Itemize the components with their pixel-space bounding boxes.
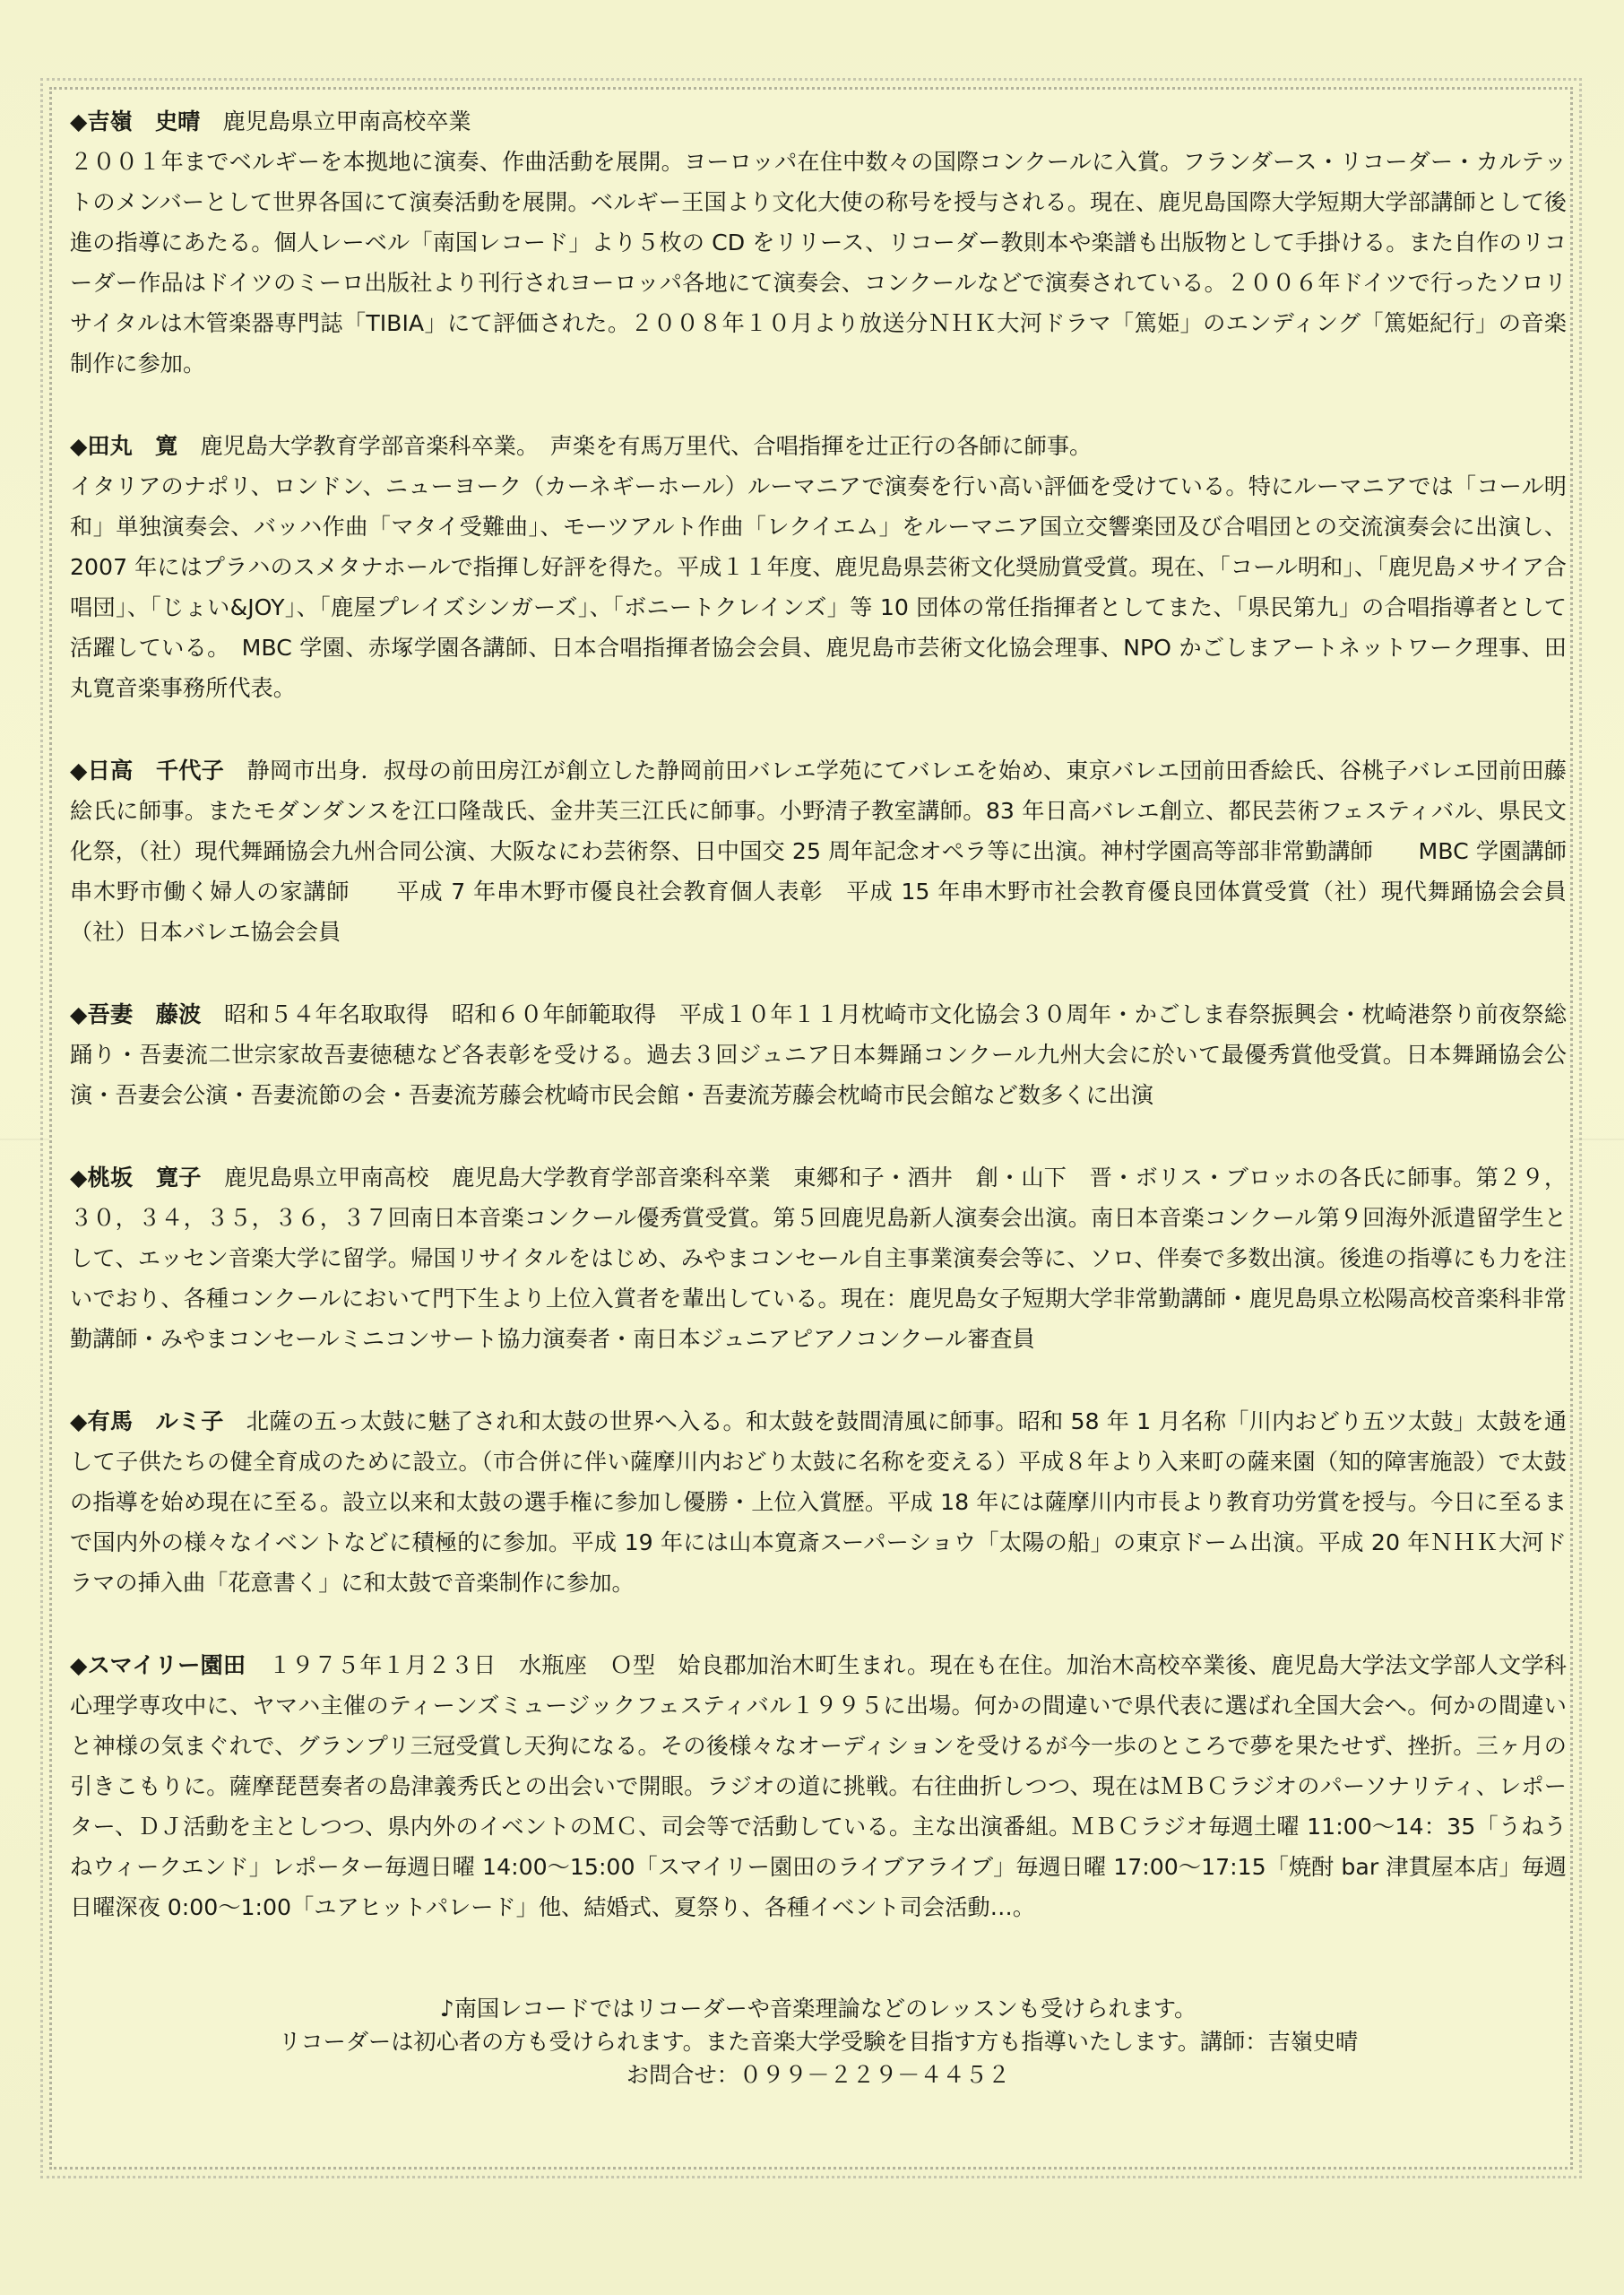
bio-name: 田丸 寛 xyxy=(87,433,178,459)
notice-line-2: リコーダーは初心者の方も受けられます。また音楽大学受験を目指す方も指導いたします。講師：吉嶺史晴 xyxy=(278,2029,1359,2055)
bio-body: 静岡市出身．叔母の前田房江が創立した静岡前田バレエ学苑にてバレエを始め、東京バレエ団前田香絵氏、谷桃子バレエ団前田藤絵氏に師事。またモダンダンスを江口隆哉氏、金井芙三江氏に師事。小野清子教室講師。83 年日高バレエ創立、都民芸術フェスティバル、県民文化祭，（社）現代舞踊協会九州合同公演、大阪なにわ芸術祭、日中国交 25 周年記念オペラ等に出演。神村学園高等部非常勤講師 MBC 学園講師 串木野市働く婦人の家講師 平成 7 年串木野市優良社会教育個人表彰 平成 15 年串木野市社会教育優良団体賞受賞（社）現代舞踊協会会員 （社）日本バレエ協会会員 xyxy=(70,758,1612,945)
lesson-notice xyxy=(70,1992,1567,2091)
bio-arima xyxy=(70,1401,1567,1603)
bio-marker: ◆ xyxy=(70,108,88,134)
bio-marker: ◆ xyxy=(70,1165,88,1191)
bio-name: 吉嶺 史晴 xyxy=(87,108,201,134)
bio-name: 吾妻 藤波 xyxy=(87,1001,202,1027)
bio-marker: ◆ xyxy=(70,758,88,784)
bio-body: 昭和５４年名取取得 昭和６０年師範取得 平成１０年１１月枕崎市文化協会３０周年・かごしま春祭振興会・枕崎港祭り前夜祭総踊り・吾妻流二世宗家故吾妻徳穂など各表彰を受ける。過去３回ジュニア日本舞踊コンクール九州大会に於いて最優秀賞他受賞。日本舞踊協会公演・吾妻会公演・吾妻流節の会・吾妻流芳藤会枕崎市民会館・吾妻流芳藤会枕崎市民会館など数多くに出演 xyxy=(70,1001,1568,1108)
bio-hidaka xyxy=(70,750,1612,952)
bio-tamaru xyxy=(70,426,1567,708)
bio-body: 北薩の五っ太鼓に魅了され和太鼓の世界へ入る。和太鼓を鼓間清風に師事。昭和 58 年 1 月名称「川内おどり五ツ太鼓」太鼓を通して子供たちの健全育成のために設立。（市合併に伴い薩摩川内おどり太鼓に名称を変える）平成８年より入来町の薩来園（知的障害施設）で太鼓の指導を始め現在に至る。設立以来和太鼓の選手権に参加し優勝・上位入賞歴。平成 18 年には薩摩川内市長より教育功労賞を授与。今日に至るまで国内外の様々なイベントなどに積極的に参加。平成 19 年には山本寛斎スーパーショウ「太陽の船」の東京ドーム出演。平成 20 年ＮＨＫ大河ドラマの挿入曲「花意書く」に和太鼓で音楽制作に参加。 xyxy=(70,1408,1568,1596)
bio-body: 鹿児島大学教育学部音楽科卒業。 声楽を有馬万里代、合唱指揮を辻正行の各師に師事。 イタリアのナポリ、ロンドン、ニューヨーク（カーネギーホール）ルーマニアで演奏を行い高い評価を受けている。特にルーマニアでは「コール明和」単独演奏会、バッハ作曲「マタイ受難曲」、モーツアルト作曲「レクイエム」をルーマニア国立交響楽団及び合唱団との交流演奏会に出演し、2007 年にはプラハのスメタナホールで指揮し好評を得た。平成１１年度、鹿児島県芸術文化奨励賞受賞。現在、「コール明和」、「鹿児島メサイア合唱団」、「じょい&JOY」、「鹿屋プレイズシンガーズ」、「ボニートクレインズ」等 10 団体の常任指揮者としてまた、「県民第九」の合唱指導者として活躍している。 MBC 学園、赤塚学園各講師、日本合唱指揮者協会会員、鹿児島市芸術文化協会理事、NPO かごしまアートネットワーク理事、田丸寛音楽事務所代表。 xyxy=(70,433,1567,701)
bio-body: 鹿児島県立甲南高校卒業 ２００１年までベルギーを本拠地に演奏、作曲活動を展開。ヨーロッパ在住中数々の国際コンクールに入賞。フランダース・リコーダー・カルテットのメンバーとして世界各国にて演奏活動を展開。ベルギー王国より文化大使の称号を授与される。現在、鹿児島国際大学短期大学部講師として後進の指導にあたる。個人レーベル「南国レコード」より５枚の CD をリリース、リコーダー教則本や楽譜も出版物として手掛ける。また自作のリコーダー作品はドイツのミーロ出版社より刊行されヨーロッパ各地にて演奏会、コンクールなどで演奏されている。２００６年ドイツで行ったソロリサイタルは木管楽器専門誌「TIBIA」にて評価された。２００８年１０月より放送分ＮＨＫ大河ドラマ「篤姫」のエンディング「篤姫紀行」の音楽制作に参加。 xyxy=(70,108,1567,377)
bio-name: 日高 千代子 xyxy=(87,758,225,784)
bio-yoshimine xyxy=(70,101,1567,384)
bio-name: 有馬 ルミ子 xyxy=(87,1408,224,1434)
bio-marker: ◆ xyxy=(70,1652,88,1678)
bio-name: 桃坂 寛子 xyxy=(87,1165,202,1191)
bio-marker: ◆ xyxy=(70,1408,88,1434)
bio-smiley-sonoda xyxy=(70,1645,1567,1927)
bio-name: スマイリー園田 xyxy=(87,1652,246,1678)
bio-momosaka xyxy=(70,1157,1567,1359)
bio-body: １９７５年１月２３日 水瓶座 Ｏ型 姶良郡加治木町生まれ。現在も在住。加治木高校卒業後、鹿児島大学法文学部人文学科心理学専攻中に、ヤマハ主催のティーンズミュージックフェスティバル１９９５に出場。何かの間違いで県代表に選ばれ全国大会へ。何かの間違いと神様の気まぐれで、グランプリ三冠受賞し天狗になる。その後様々なオーディションを受けるが今一歩のところで夢を果たせず、挫折。三ヶ月の引きこもりに。薩摩琵琶奏者の島津義秀氏との出会いで開眼。ラジオの道に挑戦。右往曲折しつつ、現在はＭＢＣラジオのパーソナリティ、レポーター、ＤＪ活動を主としつつ、県内外のイベントのＭＣ、司会等で活動している。主な出演番組。ＭＢＣラジオ毎週土曜 11:00～14：35「うねうねウィークエンド」レポーター毎週日曜 14:00～15:00「スマイリー園田のライブアライブ」毎週日曜 17:00～17:15「焼酎 bar 津貫屋本店」毎週日曜深夜 0:00～1:00「ユアヒットパレード」他、結婚式、夏祭り、各種イベント司会活動…。 xyxy=(70,1652,1567,1920)
bio-marker: ◆ xyxy=(70,433,88,459)
notice-line-1: ♪南国レコードではリコーダーや音楽理論などのレッスンも受けられます。 xyxy=(439,1996,1197,2022)
bio-marker: ◆ xyxy=(70,1001,88,1027)
bio-azuma xyxy=(70,994,1567,1115)
bio-body: 鹿児島県立甲南高校 鹿児島大学教育学部音楽科卒業 東郷和子・酒井 創・山下 晋・ボリス・ブロッホの各氏に師事。第２９，３０，３４，３５，３６，３７回南日本音楽コンクール優秀賞受賞。第５回鹿児島新人演奏会出演。南日本音楽コンクール第９回海外派遣留学生として、エッセン音楽大学に留学。帰国リサイタルをはじめ、みやまコンセール自主事業演奏会等に、ソロ、伴奏で多数出演。後進の指導にも力を注いでおり、各種コンクールにおいて門下生より上位入賞者を輩出している。現在：鹿児島女子短期大学非常勤講師・鹿児島県立松陽高校音楽科非常勤講師・みやまコンセールミニコンサート協力演奏者・南日本ジュニアピアノコンクール審査員 xyxy=(70,1165,1568,1352)
contact-phone: お問合せ：０９９－２２９－４４５２ xyxy=(626,2062,1011,2088)
bios-section xyxy=(70,101,1612,1970)
